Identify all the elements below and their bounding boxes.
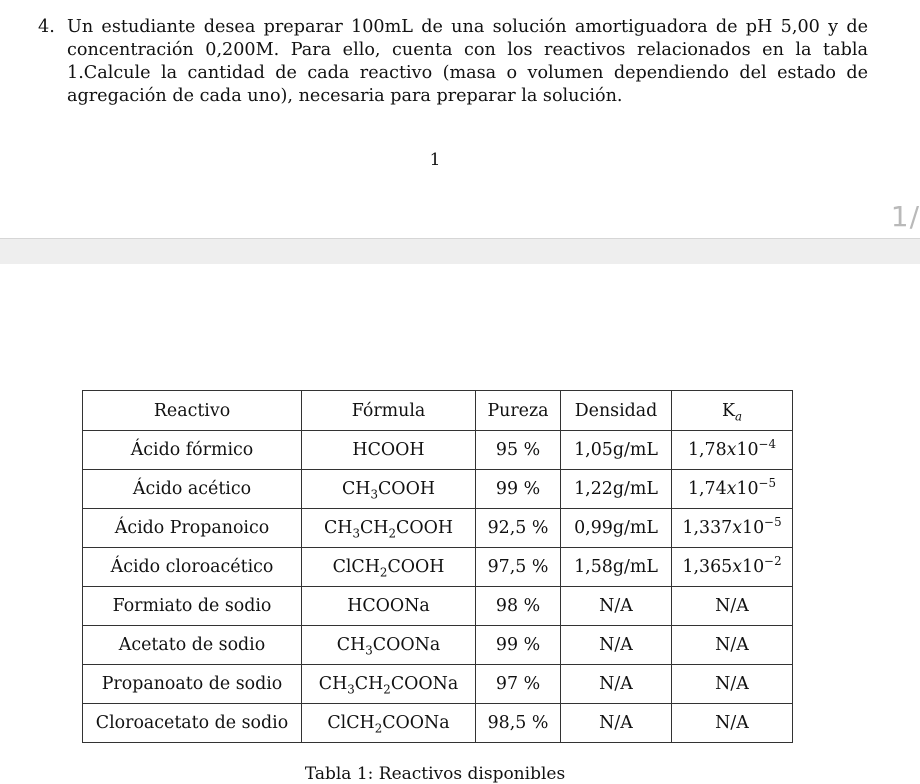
header-pureza: Pureza [476,391,561,431]
formula-part: CH [323,518,353,538]
cell-ka [672,431,793,470]
formula-subscript: 3 [347,682,355,697]
formula-part: ClCH [327,713,375,733]
formula-part: COOH [396,518,454,538]
cell-formula [302,548,476,587]
cell-formula [302,626,476,665]
cell-ka: N/A [672,704,793,743]
table-body [83,431,793,743]
formula-part: COONa [390,674,459,694]
cell-densidad: 1,05g/mL [561,431,672,470]
formula-part: CH [354,674,384,694]
cell-pureza: 95 % [476,431,561,470]
cell-reactivo: Cloroacetato de sodio [83,704,302,743]
page-indicator: 1/ [890,200,920,233]
ka-mantissa: 1,337 [682,518,733,538]
ka-times: x [732,557,743,577]
header-formula: Fórmula [302,391,476,431]
table-row [83,587,793,626]
formula-subscript: 2 [379,565,388,580]
ka-exponent: −5 [764,515,782,530]
ka-exponent: −2 [764,554,782,569]
cell-pureza: 99 % [476,626,561,665]
problem-text: Un estudiante desea preparar 100mL de una solución amortiguadora de pH 5,00 y de concentración 0,200M. Para ello, cuenta con los reactivos relacionados en la tabla 1.Calcule la cantidad de cada reactivo (masa o volumen dependiendo del estado de agregación de cada uno), necesaria para preparar la solución. [67,17,868,106]
cell-formula [302,470,476,509]
formula-part: COONa [382,713,450,733]
reagents-table [82,390,793,743]
cell-reactivo: Ácido fórmico [83,431,302,470]
table-row [83,431,793,470]
cell-ka: N/A [672,626,793,665]
cell-ka [672,548,793,587]
cell-pureza: 92,5 % [476,509,561,548]
cell-pureza: 97,5 % [476,548,561,587]
table-header-row [83,391,793,431]
cell-reactivo: Formiato de sodio [83,587,302,626]
cell-formula [302,431,476,470]
ka-mantissa: 1,78 [687,440,727,460]
cell-pureza: 97 % [476,665,561,704]
formula-part: COOH [387,557,445,577]
page-number: 1 [429,150,441,170]
formula-part: CH [341,479,371,499]
formula-part: CH [318,674,348,694]
cell-ka [672,509,793,548]
cell-reactivo: Ácido cloroacético [83,548,302,587]
formula-subscript: 3 [352,526,360,541]
cell-pureza: 99 % [476,470,561,509]
cell-ka [672,470,793,509]
formula-part: CH [360,518,389,538]
table-row [83,665,793,704]
cell-reactivo: Ácido Propanoico [83,509,302,548]
cell-formula [302,587,476,626]
ka-base: 10 [742,518,765,538]
ka-exponent: −4 [758,437,777,452]
ka-mantissa: 1,365 [682,557,733,577]
formula-part: HCOONa [347,596,430,616]
header-ka-base: K [721,400,735,421]
table-row [83,470,793,509]
problem-number: 4. [38,17,55,37]
cell-densidad: 1,22g/mL [561,470,672,509]
formula-subscript: 2 [374,721,383,736]
cell-densidad: 1,58g/mL [561,548,672,587]
cell-formula [302,509,476,548]
ka-exponent: −5 [758,476,777,491]
formula-part: COOH [378,479,435,499]
formula-subscript: 3 [365,643,373,658]
formula-subscript: 2 [383,682,391,697]
header-ka-sub: a [734,408,743,423]
pdf-page-1 [0,0,920,238]
cell-reactivo: Ácido acético [83,470,302,509]
cell-ka: N/A [672,665,793,704]
table-row [83,509,793,548]
table-caption: Tabla 1: Reactivos disponibles [304,764,566,784]
cell-pureza: 98,5 % [476,704,561,743]
page-separator [0,238,920,265]
header-ka [672,391,793,431]
table-row [83,548,793,587]
formula-subscript: 3 [370,487,378,502]
formula-part: CH [336,635,366,655]
cell-densidad: N/A [561,704,672,743]
cell-densidad: N/A [561,665,672,704]
ka-times: x [726,440,737,460]
header-densidad: Densidad [561,391,672,431]
cell-densidad: N/A [561,626,672,665]
formula-part: COONa [372,635,441,655]
ka-base: 10 [736,479,759,499]
formula-part: ClCH [332,557,380,577]
cell-densidad: N/A [561,587,672,626]
header-reactivo: Reactivo [83,391,302,431]
ka-base: 10 [742,557,765,577]
cell-densidad: 0,99g/mL [561,509,672,548]
ka-times: x [726,479,737,499]
cell-ka: N/A [672,587,793,626]
cell-formula [302,704,476,743]
cell-reactivo: Acetato de sodio [83,626,302,665]
table-row [83,704,793,743]
ka-base: 10 [736,440,759,460]
ka-times: x [732,518,743,538]
cell-reactivo: Propanoato de sodio [83,665,302,704]
ka-mantissa: 1,74 [687,479,727,499]
formula-subscript: 2 [388,526,397,541]
table-row [83,626,793,665]
cell-pureza: 98 % [476,587,561,626]
cell-formula [302,665,476,704]
problem-4 [38,16,868,108]
formula-part: HCOOH [352,440,425,460]
